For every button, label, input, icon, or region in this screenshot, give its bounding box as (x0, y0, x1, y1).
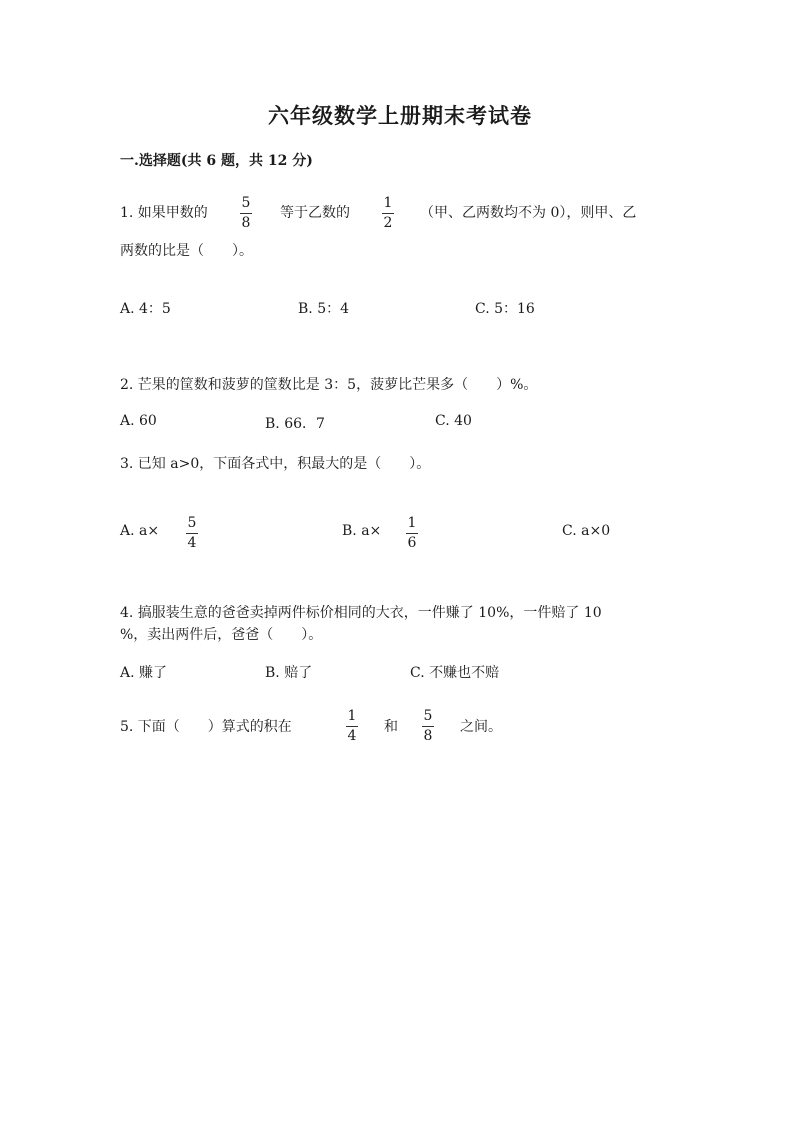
fraction-bar (382, 213, 394, 214)
q4-option-a: A. 赚了 (120, 665, 168, 681)
q3-option-c: C. a×0 (562, 523, 611, 539)
q5-suffix: 之间。 (460, 719, 502, 735)
q5-middle-text: 和 (384, 719, 398, 735)
q3-option-a-fraction (186, 516, 198, 551)
q1-option-a: A. 4：5 (120, 301, 171, 317)
q3-option-b-fraction (406, 516, 418, 551)
q2-option-a: A. 60 (120, 413, 157, 429)
q2-text: 2. 芒果的筐数和菠萝的筐数比是 3：5，菠萝比芒果多（ ）%。 (120, 377, 538, 393)
fraction-denominator: 8 (241, 215, 251, 231)
page-title: 六年级数学上册期末考试卷 (268, 103, 532, 128)
q1-suffix: （甲、乙两数均不为 0），则甲、乙 (420, 205, 637, 221)
fraction-denominator: 4 (347, 728, 357, 744)
fraction-bar (422, 726, 434, 727)
fraction-numerator: 1 (407, 515, 417, 531)
q4-line-2: %，卖出两件后，爸爸（ ）。 (120, 627, 323, 643)
fraction-numerator: 5 (187, 515, 197, 531)
q1-line-2: 两数的比是（ ）。 (120, 243, 253, 259)
q4-line-1: 4. 搞服装生意的爸爸卖掉两件标价相同的大衣，一件赚了 10%，一件赔了 10 (120, 605, 602, 621)
q4-option-c: C. 不赚也不赔 (410, 665, 500, 681)
fraction-bar (346, 726, 358, 727)
section-heading: 一.选择题(共 6 题，共 12 分) (120, 153, 313, 169)
q1-fraction-2 (382, 196, 394, 231)
fraction-numerator: 5 (423, 708, 433, 724)
fraction-denominator: 8 (423, 728, 433, 744)
q3-option-a: A. a× (120, 523, 160, 539)
fraction-numerator: 1 (383, 195, 393, 211)
q3-text: 3. 已知 a>0，下面各式中，积最大的是（ ）。 (120, 456, 431, 472)
fraction-bar (240, 213, 252, 214)
fraction-numerator: 1 (347, 708, 357, 724)
fraction-numerator: 5 (241, 195, 251, 211)
fraction-denominator: 2 (383, 215, 393, 231)
q5-fraction-2 (422, 709, 434, 744)
q5-prefix: 5. 下面（ ）算式的积在 (120, 719, 292, 735)
q5-fraction-1 (346, 709, 358, 744)
fraction-denominator: 6 (407, 535, 417, 551)
fraction-bar (406, 533, 418, 534)
q2-option-b: B. 66．7 (265, 416, 325, 432)
q1-option-b: B. 5：4 (298, 301, 350, 317)
q1-option-c: C. 5：16 (475, 301, 535, 317)
q1-prefix: 1. 如果甲数的 (120, 205, 208, 221)
q4-option-b: B. 赔了 (265, 665, 313, 681)
q1-fraction-1 (240, 196, 252, 231)
q3-option-b: B. a× (342, 523, 382, 539)
fraction-denominator: 4 (187, 535, 197, 551)
q2-option-c: C. 40 (435, 413, 472, 429)
fraction-bar (186, 533, 198, 534)
q1-middle-text: 等于乙数的 (280, 205, 350, 221)
